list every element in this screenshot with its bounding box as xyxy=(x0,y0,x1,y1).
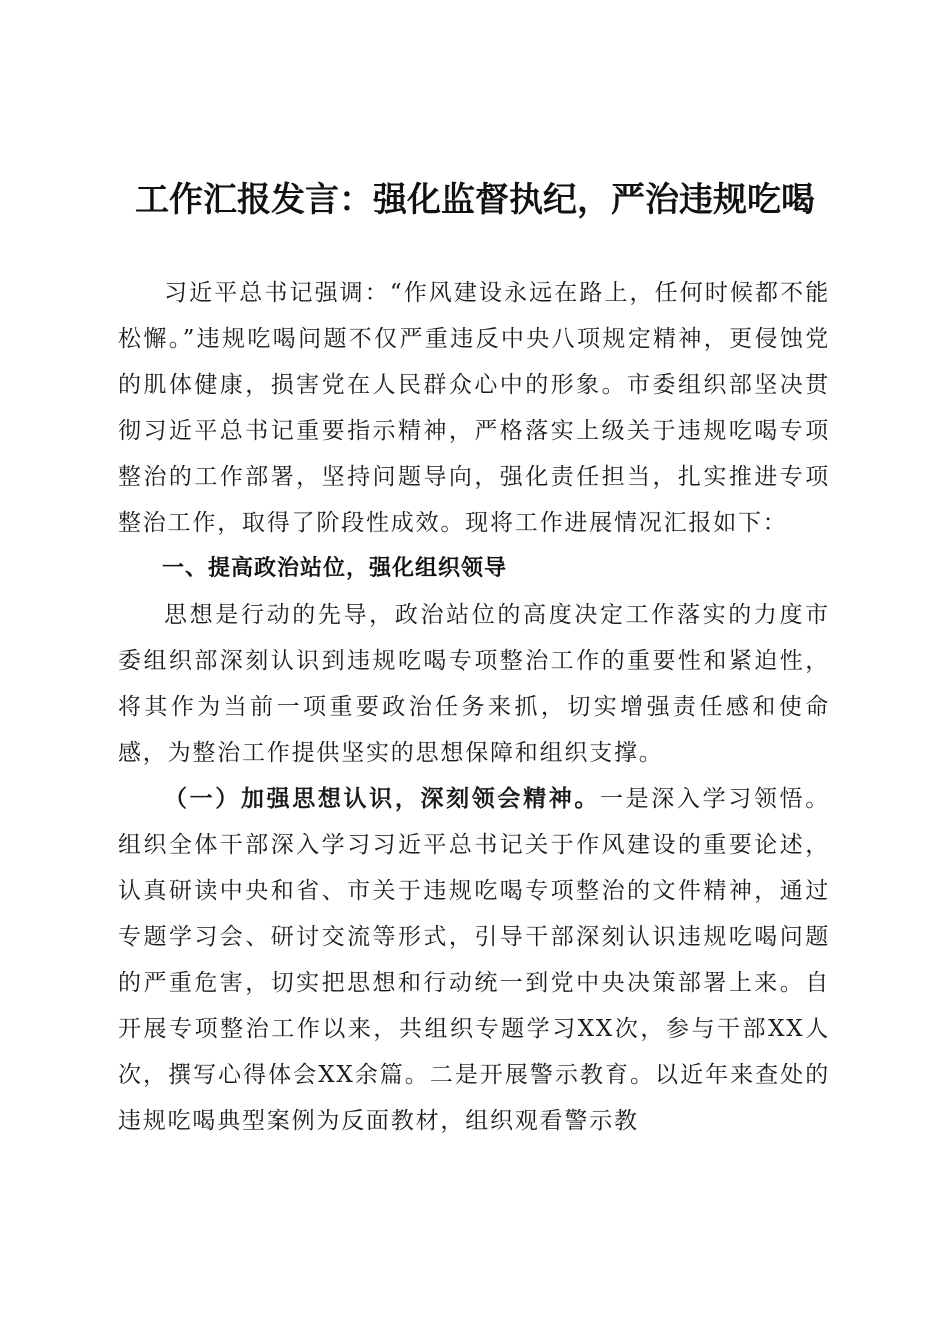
document-body xyxy=(118,270,830,1144)
document-title: 工作汇报发言：强化监督执纪，严治违规吃喝 xyxy=(135,180,815,220)
section-heading: 一、提高政治站位，强化组织领导 xyxy=(162,556,508,581)
subsection-text: 一是深入学习领悟。组织全体干部深入学习习近平总书记关于作风建设的重要论述，认真研读中央和省、市关于违规吃喝专项整治的文件精神，通过专题学习会、研讨交流等形式，引导干部深刻认识违规吃喝问题的严重危害，切实把思想和行动统一到党中央决策部署上来。自开展专项整治工作以来，共组织专题学习XX次，参与干部XX人次，撰写心得体会XX余篇。二是开展警示教育。以近年来查处的违规吃喝典型案例为反面教材，组织观看警示教 xyxy=(118,786,830,1134)
section-paragraph: 思想是行动的先导，政治站位的高度决定工作落实的力度市委组织部深刻认识到违规吃喝专项整治工作的重要性和紧迫性，将其作为当前一项重要政治任务来抓，切实增强责任感和使命感，为整治工作提供坚实的思想保障和组织支撑。 xyxy=(118,602,830,766)
subsection-heading: （一）加强思想认识，深刻领会精神。 xyxy=(164,785,601,812)
intro-paragraph: 习近平总书记强调：“作风建设永远在路上，任何时候都不能松懈。”违规吃喝问题不仅严重违反中央八项规定精神，更侵蚀党的肌体健康，损害党在人民群众心中的形象。市委组织部坚决贯彻习近平总书记重要指示精神，严格落实上级关于违规吃喝专项整治的工作部署，坚持问题导向，强化责任担当，扎实推进专项整治工作，取得了阶段性成效。现将工作进展情况汇报如下： xyxy=(118,280,830,536)
subsection-paragraph xyxy=(118,776,830,1144)
